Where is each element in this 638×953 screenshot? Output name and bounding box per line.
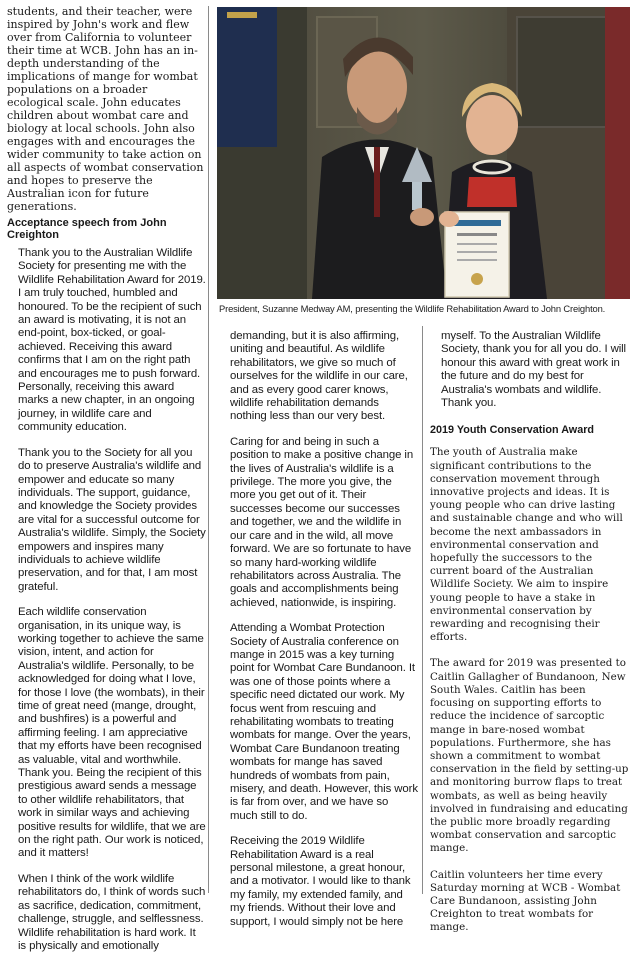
- intro-paragraph: students, and their teacher, were inspired by John's work and flew over from California to volunteer their time at WCB. John has an in-depth understanding of the implications of mange for wombat populations on a broader ecological scale. John educates children about wombat care and biology at local schools. John also engages with and encourages the wider community to take action on all aspects of wombat conservation and hopes to preserve the Australian icon for future generations.: [7, 5, 204, 213]
- photo-caption: President, Suzanne Medway AM, presenting the Wildlife Rehabilitation Award to John Creighton.: [219, 303, 606, 314]
- acceptance-speech-heading: Acceptance speech from John Creighton: [7, 217, 167, 241]
- speech-paragraph: Each wildlife conservation organisation, in its unique way, is working together to achieve the same vision, intent, and action for Australia's wildlife. Personally, to be acknowledged for doing what I love, for those I love (the wombats), in their time of great need (mange, drought, and bushfires) is a powerful and affirming feeling. I am appreciative that my efforts have been recognised as valuable, vital and worthwhile. Thank you. Being the recipient of this prestigious award sends a message to other wildlife rehabilitators, that work in similar ways and achieving positive results for wildlife, that we are on the right path. Our work is noticed, and it matters!: [18, 606, 206, 860]
- right-column: [430, 330, 632, 935]
- speech-paragraph: When I think of the work wildlife rehabilitators do, I think of words such as sacrifice, dedication, commitment, challenge, struggle, and selflessness. Wildlife rehabilitation is hard work. It is physically and emotionally: [18, 872, 206, 952]
- speech-body: [7, 247, 206, 953]
- award-photo: [217, 7, 630, 299]
- speech-paragraph: Thank you to the Society for all you do to preserve Australia's wildlife and empower and educate so many individuals. The support, guidance, and knowledge the Society provides are vital for a successful outcome for Australia's wildlife. Simply, the Society empowers and inspires many individuals to achieve wildlife preservation, and for that, I am most grateful.: [18, 446, 206, 593]
- speech-paragraph: myself. To the Australian Wildlife Society, thank you for all you do. I will honour this award with great work in the future and do my best for Australia's wombats and wildlife. Thank you.: [441, 330, 626, 410]
- column-divider: [422, 326, 423, 894]
- speech-paragraph: Receiving the 2019 Wildlife Rehabilitation Award is a real personal milestone, a great honour, and a motivator. I would like to thank my family, my extended family, and my friends. Without their love and support, I would simply not be here: [230, 835, 411, 928]
- youth-paragraph: The award for 2019 was presented to Caitlin Gallagher of Bundanoon, New South Wales. Caitlin has been focusing on supporting efforts to reduce the incidence of sarcoptic mange in bare-nosed wombat populations. Furthermore, she has shown a commitment to wombat conservation in the field by setting-up and monitoring burrow flaps to treat wombats, as well as being heavily involved in fundraising and educating the public more broadly regarding wombat conservation and sarcoptic mange.: [430, 657, 629, 855]
- left-column: [7, 5, 206, 953]
- award-photo-image: [217, 7, 630, 299]
- youth-paragraph: The youth of Australia make significant contributions to the conservation movement through innovative projects and ideas. It is young people who can drive lasting and sustainable change and who will become the next ambassadors in environmental conservation and hopefully the successors to the current board of the Australian Wildlife Society. We aim to inspire young people to have a stake in environmental conservation by rewarding and recognising their efforts.: [430, 446, 623, 644]
- youth-award-heading: 2019 Youth Conservation Award: [430, 424, 594, 437]
- speech-paragraph: Thank you to the Australian Wildlife Society for presenting me with the Wildlife Rehabilitation Award for 2019. I am truly touched, humbled and honoured. To be the recipient of such an award is motivating, it is not an end-point, box-ticked, or goal-achieved. Receiving this award confirms that I am on the right path and encourages me to push forward. Personally, receiving this award marks a new chapter, in an ongoing journey, in wildlife care and community education.: [18, 247, 206, 434]
- middle-column: [230, 330, 418, 929]
- column-divider: [208, 6, 209, 893]
- speech-paragraph: Attending a Wombat Protection Society of Australia conference on mange in 2015 was a key turning point for Wombat Care Bundanoon. It was one of those points where a specific need dictated our work. My focus went from rescuing and rehabilitating wombats to treating wombats for mange. Over the years, Wombat Care Bundanoon treating wombats for mange has saved hundreds of wombats from pain, misery, and death. However, this work is far from over, and we have so much still to do.: [230, 622, 418, 822]
- speech-paragraph: demanding, but it is also affirming, uniting and beautiful. As wildlife rehabilitators, we give so much of ourselves for the wildlife in our care, and as every good carer knows, wildlife rehabilitation demands nothing less than our very best.: [230, 330, 408, 423]
- youth-paragraph: Caitlin volunteers her time every Saturday morning at WCB - Wombat Care Bundanoon, assisting John Creighton to treat wombats for mange.: [430, 868, 621, 934]
- speech-paragraph: Caring for and being in such a position to make a positive change in the lives of Australia's wildlife is a privilege. The more you give, the more you get out of it. Their successes become our successes and together, we and the wildlife in our care and in the wild, all move forward. We are so fortunate to have so many hard-working wildlife rehabilitators across Australia. The goals and accomplishments being achieved, nationwide, is inspiring.: [230, 435, 414, 609]
